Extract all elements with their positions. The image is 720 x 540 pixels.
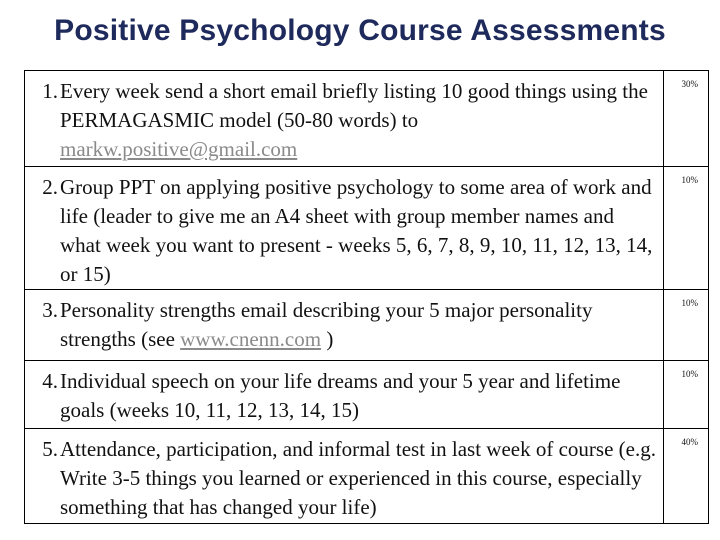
item-weight-cell [664, 167, 709, 290]
item-weight: 10% [681, 369, 698, 379]
item-text: Individual speech on your life dreams and your 5 year and lifetime goals (weeks 10, 11, 12, 13, 14, 15) [60, 369, 621, 422]
assessment-table [24, 70, 709, 524]
item-description-cell [25, 361, 664, 429]
table-row [25, 71, 709, 167]
item-description-cell [25, 290, 664, 361]
item-weight: 10% [681, 175, 698, 185]
item-text-after: ) [321, 327, 334, 351]
item-number: 1. [42, 79, 58, 103]
item-text: Group PPT on applying positive psychology to some area of work and life (leader to give me an A4 sheet with group member names and what week you want to present - weeks 5, 6, 7, 8, 9, 10, 11, 12, 13, 14, or 15) [60, 175, 653, 286]
item-description-cell [25, 71, 664, 167]
item-number: 3. [42, 298, 58, 322]
item-weight-cell [664, 429, 709, 524]
website-link[interactable]: www.cnenn.com [180, 327, 322, 351]
page-title: Positive Psychology Course Assessments [54, 14, 666, 47]
item-weight-cell [664, 361, 709, 429]
item-text-before: Every week send a short email briefly listing 10 good things using the PERMAGASMIC model (50-80 words) to [60, 79, 648, 132]
table-row [25, 167, 709, 290]
item-text [60, 77, 663, 164]
item-text-before: Personality strengths email describing your 5 major personality strengths (see [60, 298, 593, 351]
item-text [60, 296, 663, 354]
item-number: 5. [42, 437, 58, 461]
item-weight: 30% [681, 79, 698, 89]
table-row [25, 290, 709, 361]
item-description-cell [25, 167, 664, 290]
item-weight-cell [664, 71, 709, 167]
item-weight-cell [664, 290, 709, 361]
item-text: Attendance, participation, and informal test in last week of course (e.g. Write 3-5 things you learned or experienced in this course, especially something that has changed your life) [60, 437, 656, 519]
table-row [25, 429, 709, 524]
email-link[interactable]: markw.positive@gmail.com [60, 137, 298, 161]
item-number: 2. [42, 175, 58, 199]
table-row [25, 361, 709, 429]
item-weight: 10% [681, 298, 698, 308]
item-number: 4. [42, 369, 58, 393]
item-weight: 40% [681, 437, 698, 447]
item-description-cell [25, 429, 664, 524]
